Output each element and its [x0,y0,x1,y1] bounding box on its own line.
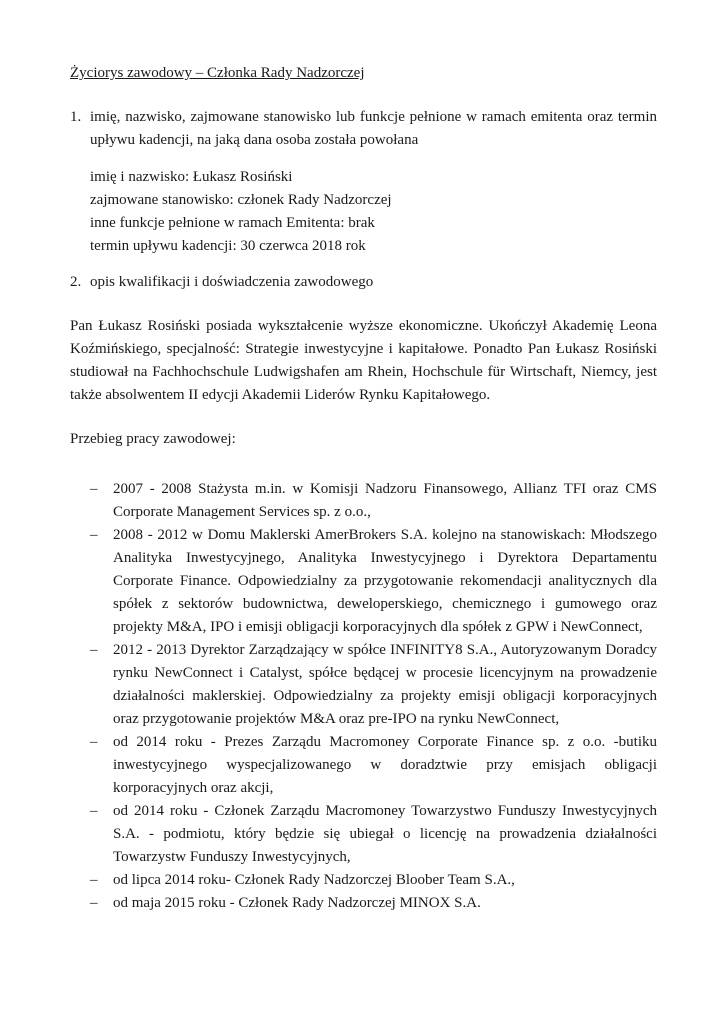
career-item [70,869,657,892]
document-title: Życiorys zawodowy – Członka Rady Nadzorczej [70,65,365,81]
career-item-text: 2007 - 2008 Stażysta m.in. w Komisji Nadzoru Finansowego, Allianz TFI oraz CMS Corporate Management Services sp. z o.o., [113,481,657,520]
list-bullet: – [90,642,98,658]
career-item-text: 2012 - 2013 Dyrektor Zarządzający w spółce INFINITY8 S.A., Autoryzowanym Doradcy rynku NewConnect i Catalyst, spółce będącej w procesie licencyjnym na prowadzenie działalności maklerskiej. Odpowiedzialny za projekty emisji obligacji korporacyjnych oraz przygotowanie projektów M&A oraz pre-IPO na rynku NewConnect, [113,642,657,727]
list-bullet: – [90,481,98,497]
personal-details [90,166,657,258]
list-bullet: – [90,872,98,888]
career-item [70,524,657,639]
detail-other-functions: inne funkcje pełnione w ramach Emitenta: brak [90,215,375,231]
list-bullet: – [90,527,98,543]
career-item-text: od 2014 roku - Prezes Zarządu Macromoney Corporate Finance sp. z o.o. -butiku inwestycyjnego wyspecjalizowanego w doradztwie przy emisjach obligacji korporacyjnych oraz akcji, [113,734,657,796]
career-item [70,478,657,524]
career-item [70,639,657,731]
career-item-text: od lipca 2014 roku- Członek Rady Nadzorczej Bloober Team S.A., [113,872,515,888]
section-2-heading: opis kwalifikacji i doświadczenia zawodowego [90,274,374,290]
career-item-text: 2008 - 2012 w Domu Maklerski AmerBrokers S.A. kolejno na stanowiskach: Młodszego Analityka Inwestycyjnego, Analityka Inwestycyjnego i Dyrektora Departamentu Corporate Finance. Odpowiedzialny za przygotowanie rekomendacji analitycznych dla spółek z sektorów budownictwa, deweloperskiego, chemicznego i gumowego oraz projekty M&A, IPO i emisji obligacji korporacyjnych dla spółek z GPW i NewConnect, [113,527,657,635]
list-bullet: – [90,895,98,911]
detail-position: zajmowane stanowisko: członek Rady Nadzorczej [90,192,392,208]
education-paragraph: Pan Łukasz Rosiński posiada wykształcenie wyższe ekonomiczne. Ukończył Akademię Leona Koźmińskiego, specjalność: Strategie inwestycyjne i kapitałowe. Ponadto Pan Łukasz Rosiński studiował na Fachhochschule Ludwigshafen am Rhein, Hochschule für Wirtschaft, Niemcy, jest także absolwentem II edycji Akademii Liderów Rynku Kapitałowego. [70,318,657,403]
career-item [70,731,657,800]
section-1 [70,106,657,152]
career-list [70,478,657,915]
section-1-number: 1. [70,109,82,125]
list-bullet: – [90,734,98,750]
career-item [70,892,657,915]
detail-name: imię i nazwisko: Łukasz Rosiński [90,169,293,185]
list-bullet: – [90,803,98,819]
career-item [70,800,657,869]
document-page [70,62,657,915]
detail-term-expiry: termin upływu kadencji: 30 czerwca 2018 rok [90,238,366,254]
career-label: Przebieg pracy zawodowej: [70,431,236,447]
career-item-text: od maja 2015 roku - Członek Rady Nadzorczej MINOX S.A. [113,895,481,911]
section-1-heading: imię, nazwisko, zajmowane stanowisko lub funkcje pełnione w ramach emitenta oraz termin upływu kadencji, na jaką dana osoba została powołana [90,109,657,148]
section-2-number: 2. [70,274,82,290]
section-2 [70,271,657,294]
career-item-text: od 2014 roku - Członek Zarządu Macromoney Towarzystwo Funduszy Inwestycyjnych S.A. - podmiotu, który będzie się ubiegał o licencję na prowadzenia działalności Towarzystw Funduszy Inwestycyjnych, [113,803,657,865]
